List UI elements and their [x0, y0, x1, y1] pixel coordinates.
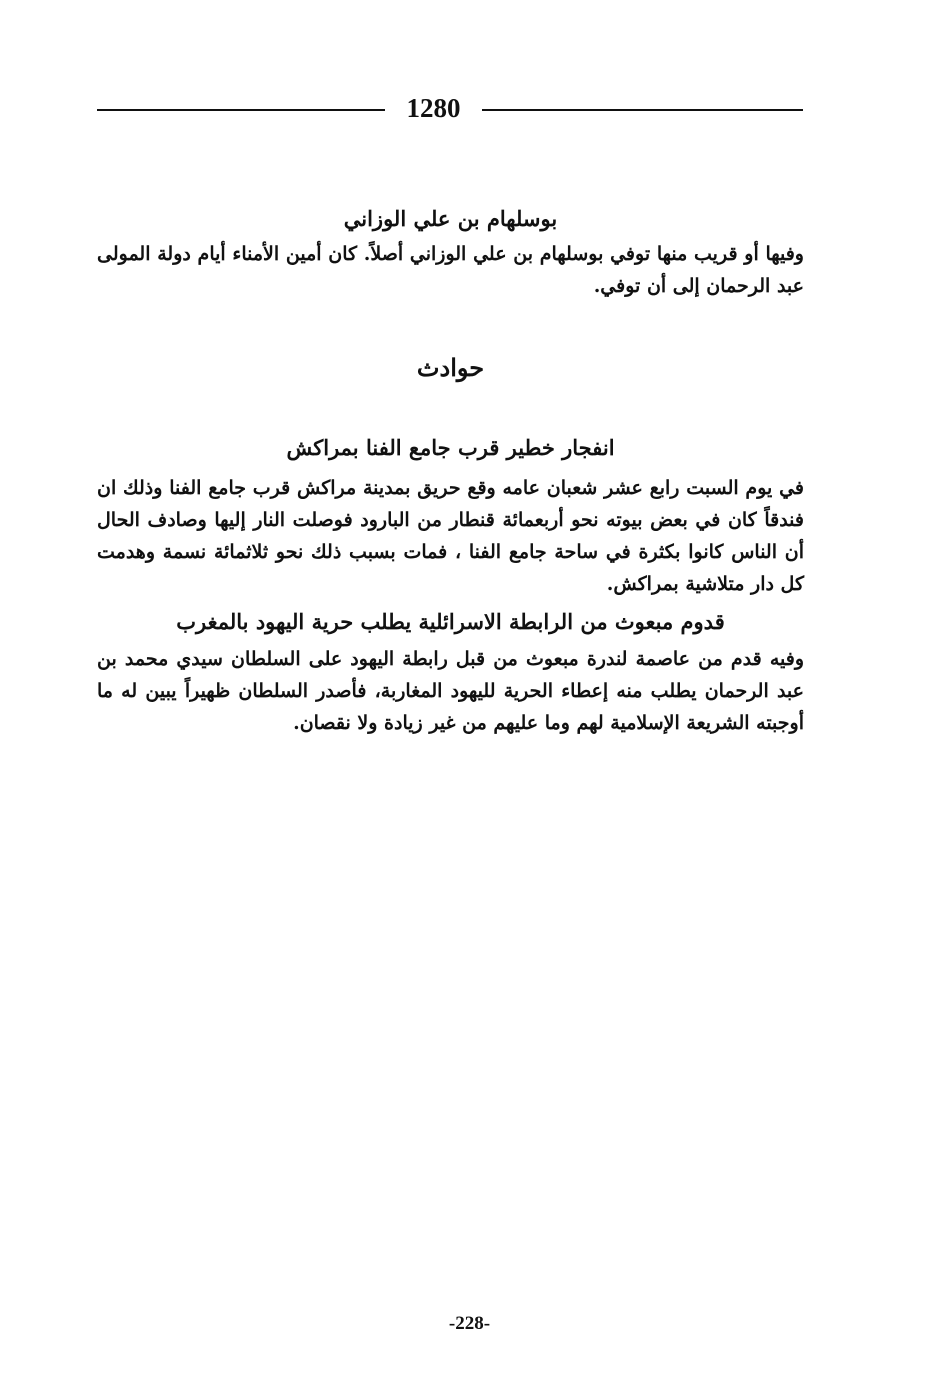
event-paragraph-envoy: وفيه قدم من عاصمة لندرة مبعوث من قبل رابطة اليهود على السلطان سيدي محمد بن عبد الرحمان يطلب منه إعطاء الحرية لليهود المغاربة، فأصدر السلطان ظهيراً يبين له ما أوجبته الشريعة الإسلامية لهم وما عليهم من غير زيادة ولا نقصان.	[97, 648, 804, 734]
obituary-body	[97, 238, 804, 302]
event-paragraph-explosion: في يوم السبت رابع عشر شعبان عامه وقع حريق بمدينة مراكش قرب جامع الفنا وذلك ان فندقاً كان في بعض بيوته نحو أربعمائة قنطار من البارود فوصلت النار إليها وصادف الحال أن الناس كانوا بكثرة في ساحة جامع الفنا ، فمات بسبب ذلك نحو ثلاثمائة نسمة وهدمت كل دار متلاشية بمراكش.	[97, 477, 804, 595]
header-rule-right	[482, 109, 803, 111]
page-header	[97, 88, 803, 128]
year-heading: 1280	[406, 93, 461, 123]
obituary-paragraph: وفيها أو قريب منها توفي بوسلهام بن علي الوزاني أصلاً. كان أمين الأمناء أيام دولة المولى عبد الرحمان إلى أن توفي.	[97, 243, 804, 297]
page-number: -228-	[448, 1313, 491, 1334]
obituary-title: بوسلهام بن علي الوزاني	[343, 206, 558, 231]
events-section-title: حوادث	[416, 353, 485, 382]
event-body-envoy	[97, 643, 804, 739]
event-body-explosion	[97, 472, 804, 600]
header-rule-left	[97, 109, 385, 111]
event-title-envoy: قدوم مبعوث من الرابطة الاسرائلية يطلب حرية اليهود بالمغرب	[176, 609, 725, 634]
event-title-explosion: انفجار خطير قرب جامع الفنا بمراكش	[286, 435, 615, 460]
